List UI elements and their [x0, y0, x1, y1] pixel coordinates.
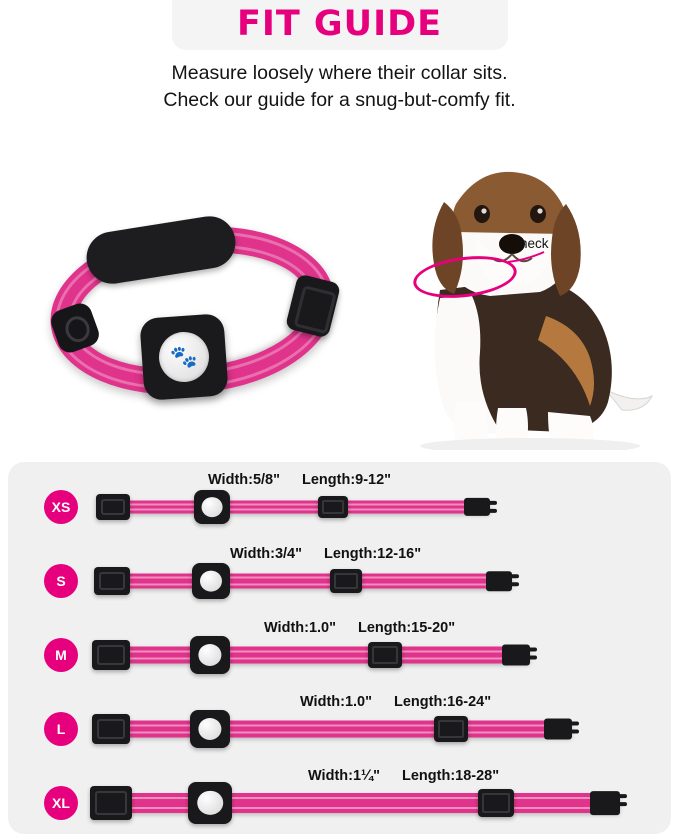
strap-l [100, 721, 572, 738]
strap-xs [100, 501, 490, 514]
collar-product-image [38, 220, 348, 405]
airtag-disc-m [198, 644, 221, 666]
slider-xl [478, 789, 514, 817]
header-band [0, 0, 679, 52]
size-dims-l [300, 694, 491, 710]
airtag-disc-l [198, 718, 221, 740]
size-width-xl: Width:1¼" [308, 768, 380, 784]
prong-l [544, 714, 572, 744]
size-dims-xl [308, 768, 499, 784]
prong-fork-xs [464, 498, 490, 516]
size-row-s [8, 544, 671, 618]
prong-s [486, 567, 512, 595]
dog-illustration [370, 140, 660, 450]
dog-photo [370, 140, 660, 450]
size-badge-s: S [44, 564, 78, 598]
paw-icon: 🐾 [169, 343, 199, 370]
size-row-xl [8, 766, 671, 840]
airtag-disc-xs [202, 497, 223, 517]
page-title: FIT GUIDE [236, 4, 443, 44]
buckle-l [92, 714, 130, 744]
subtitle-block [0, 60, 679, 114]
size-badge-xl: XL [44, 786, 78, 820]
size-row-xs [8, 470, 671, 544]
size-dims-xs [208, 472, 391, 488]
slider-xs [318, 496, 348, 518]
airtag-holder-s [192, 563, 230, 599]
size-width-s: Width:3/4" [230, 546, 302, 562]
strap-m [100, 647, 530, 664]
size-row-l [8, 692, 671, 766]
airtag-disc-xl [197, 791, 223, 815]
airtag-holder [139, 313, 229, 401]
prong-fork-l [544, 719, 572, 740]
neck-leader-line [508, 250, 546, 264]
size-width-l: Width:1.0" [300, 694, 372, 710]
slider-s [330, 569, 362, 593]
size-badge-xs: XS [44, 490, 78, 524]
strap-s [100, 574, 512, 589]
prong-xl [590, 786, 620, 820]
buckle-xs [96, 494, 130, 520]
size-length-xs: Length:9-12" [302, 472, 392, 488]
prong-xs [464, 494, 490, 520]
size-dims-m [264, 620, 455, 636]
size-badge-l: L [44, 712, 78, 746]
prong-fork-s [486, 571, 512, 591]
prong-m [502, 640, 530, 670]
slider-m [368, 642, 402, 668]
size-length-m: Length:15-20" [358, 620, 456, 636]
slider-l [434, 716, 468, 742]
airtag-holder-xl [188, 782, 232, 824]
size-badge-m: M [44, 638, 78, 672]
subtitle-line-1: Measure loosely where their collar sits. [171, 62, 508, 84]
buckle-m [92, 640, 130, 670]
size-chart-panel [8, 462, 671, 834]
size-length-s: Length:12-16" [324, 546, 422, 562]
size-row-m [8, 618, 671, 692]
size-length-xl: Length:18-28" [402, 768, 500, 784]
airtag-holder-m [190, 636, 230, 674]
hero-section [0, 130, 679, 460]
prong-fork-xl [590, 791, 620, 815]
size-dims-s [230, 546, 421, 562]
buckle-s [94, 567, 130, 595]
buckle-xl [90, 786, 132, 820]
airtag-holder-l [190, 710, 230, 748]
prong-fork-m [502, 645, 530, 666]
size-width-m: Width:1.0" [264, 620, 336, 636]
size-length-l: Length:16-24" [394, 694, 492, 710]
airtag-disc-s [200, 571, 222, 592]
subtitle-line-2: Check our guide for a snug-but-comfy fit. [163, 89, 516, 111]
airtag-holder-xs [194, 490, 230, 524]
size-width-xs: Width:5/8" [208, 472, 280, 488]
strap-xl [100, 793, 620, 813]
neck-label: neck [520, 236, 549, 251]
